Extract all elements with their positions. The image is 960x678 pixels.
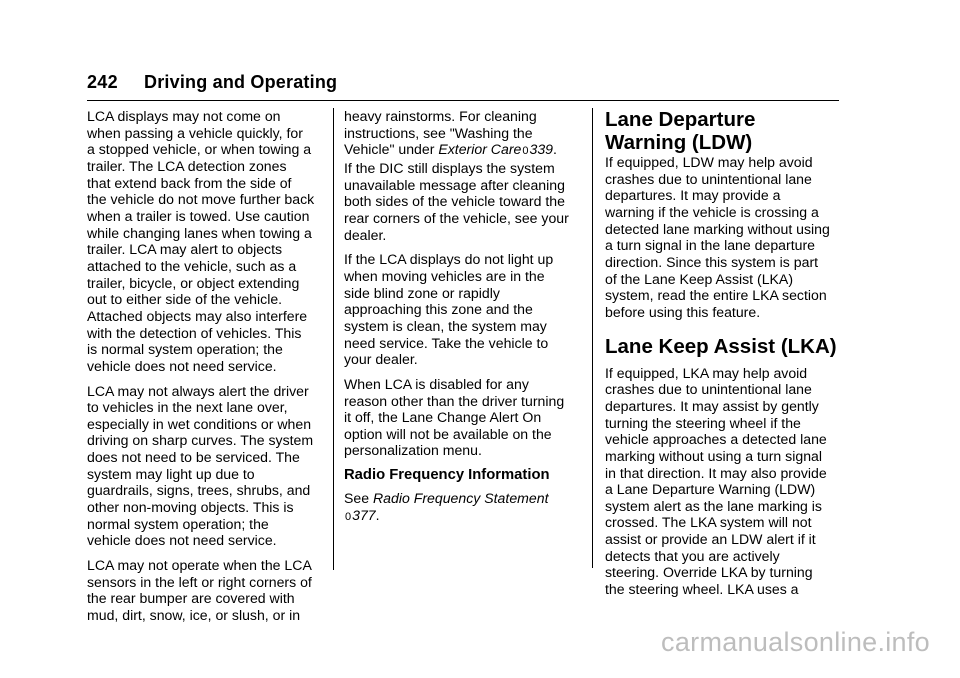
text-line: steering. Override LKA by turning bbox=[605, 564, 813, 581]
paragraph-cleaning bbox=[344, 108, 579, 243]
text-line: dealer. bbox=[344, 226, 387, 243]
text-line: heavy rainstorms. For cleaning bbox=[344, 108, 537, 124]
text-line bbox=[344, 507, 579, 526]
text-line: that extend back from the side of bbox=[87, 174, 292, 191]
text-line: trailer. The LCA detection zones bbox=[87, 157, 287, 174]
text-line: approaching this zone and the bbox=[344, 301, 533, 318]
text-line: the rear bumper are covered with bbox=[87, 590, 295, 607]
text-line: vehicle does not need service. bbox=[87, 357, 277, 374]
text-line: system may light up due to bbox=[87, 465, 255, 482]
text-line: other non-moving objects. This is bbox=[87, 499, 294, 516]
text-line: vehicle does not need service. bbox=[87, 532, 277, 549]
text-line: warning if the vehicle is crossing a bbox=[605, 203, 819, 220]
page-number: 242 bbox=[87, 72, 118, 92]
text-line: a stopped vehicle, or when towing a bbox=[87, 141, 312, 158]
text-line: a turn signal in the lane departure bbox=[605, 237, 815, 254]
text-fragment: See bbox=[344, 490, 373, 507]
paragraph-lca-displays bbox=[87, 108, 322, 375]
text-line: mud, dirt, snow, ice, or slush, or in bbox=[87, 607, 301, 624]
text-line: especially in wet conditions or when bbox=[87, 415, 312, 432]
text-line: attached to the vehicle, such as a bbox=[87, 257, 297, 274]
column-right bbox=[605, 108, 839, 606]
text-line: your dealer. bbox=[344, 351, 418, 368]
text-fragment: . bbox=[553, 141, 557, 158]
text-line bbox=[344, 490, 579, 507]
text-line: it off, the Lane Change Alert On bbox=[344, 409, 542, 426]
exterior-care-link[interactable]: Exterior Care bbox=[438, 141, 522, 158]
heading-radio-frequency: Radio Frequency Information bbox=[344, 467, 550, 484]
text-line: Attached objects may also interfere bbox=[87, 307, 308, 324]
text-line: does not need to be serviced. The bbox=[87, 449, 300, 466]
text-line: before using this feature. bbox=[605, 303, 761, 320]
text-line: personalization menu. bbox=[344, 442, 482, 459]
watermark: carmanualsonline.info bbox=[661, 627, 930, 657]
text-line: departures. It may assist by gently bbox=[605, 397, 819, 414]
text-fragment: . bbox=[375, 506, 380, 523]
text-line: detected lane marking without using bbox=[605, 220, 830, 237]
heading-line: Warning (LDW) bbox=[605, 131, 753, 154]
text-line: a Lane Departure Warning (LDW) bbox=[605, 481, 816, 498]
text-line: vehicle approaches a detected lane bbox=[605, 431, 827, 448]
paragraph-lca-no-light bbox=[344, 251, 579, 368]
text-line: with the detection of vehicles. This bbox=[87, 324, 302, 341]
text-line: If equipped, LKA may help avoid bbox=[605, 364, 808, 381]
radio-frequency-link[interactable]: Radio Frequency Statement bbox=[373, 490, 549, 507]
exterior-care-page[interactable]: 339 bbox=[529, 141, 553, 158]
column-divider bbox=[592, 108, 593, 568]
page-header bbox=[87, 70, 839, 101]
text-line: when passing a vehicle quickly, for bbox=[87, 124, 303, 141]
section-title: Driving and Operating bbox=[144, 72, 338, 92]
text-line: instructions, see "Washing the bbox=[344, 124, 533, 141]
heading-lane-keep-assist: Lane Keep Assist (LKA) bbox=[605, 334, 837, 358]
column-middle bbox=[344, 108, 579, 533]
text-line: to vehicles in the next lane over, bbox=[87, 399, 288, 416]
radio-frequency-page[interactable]: 377 bbox=[352, 506, 376, 523]
text-line: need service. Take the vehicle to bbox=[344, 334, 549, 351]
text-line: when a trailer is towed. Use caution bbox=[87, 207, 310, 224]
text-line: crashes due to unintentional lane bbox=[605, 381, 812, 398]
paragraph-lca-disabled bbox=[344, 376, 579, 459]
column-divider bbox=[333, 108, 334, 570]
text-line: system is clean, the system may bbox=[344, 317, 547, 334]
column-left bbox=[87, 108, 322, 632]
text-line: turning the steering wheel if the bbox=[605, 414, 801, 431]
text-line: the vehicle do not move further back bbox=[87, 191, 315, 208]
paragraph-lca-next-lane bbox=[87, 383, 322, 550]
text-line: is normal system operation; the bbox=[87, 341, 283, 358]
text-line: system, read the entire LKA section bbox=[605, 287, 827, 304]
text-line: LCA may not operate when the LCA bbox=[87, 557, 312, 574]
text-line: guardrails, signs, trees, shrubs, and bbox=[87, 482, 311, 499]
text-line: driving on sharp curves. The system bbox=[87, 432, 314, 449]
paragraph-lka bbox=[605, 365, 839, 598]
text-line: detects that you are actively bbox=[605, 547, 780, 564]
text-line bbox=[344, 141, 579, 160]
text-line: If equipped, LDW may help avoid bbox=[605, 154, 813, 170]
text-line: rear corners of the vehicle, see your bbox=[344, 209, 569, 226]
text-line: If the LCA displays do not light up bbox=[344, 251, 554, 268]
text-line: When LCA is disabled for any bbox=[344, 375, 529, 392]
page-reference-icon: 0 bbox=[522, 145, 529, 158]
text-line: out to either side of the vehicle. bbox=[87, 291, 283, 308]
page-reference-icon: 0 bbox=[345, 510, 352, 523]
text-line: sensors in the left or right corners of bbox=[87, 573, 312, 590]
text-line: marking without using a turn signal bbox=[605, 447, 823, 464]
text-line: option will not be available on the bbox=[344, 425, 552, 442]
heading-line: Lane Departure bbox=[605, 108, 756, 131]
text-line: trailer, bicycle, or object extending bbox=[87, 274, 300, 291]
text-line: direction. Since this system is part bbox=[605, 253, 819, 270]
text-line: both sides of the vehicle toward the bbox=[344, 193, 565, 210]
text-line: LCA may not always alert the driver bbox=[87, 382, 309, 399]
paragraph-lca-sensors bbox=[87, 557, 322, 624]
text-fragment: Vehicle" under bbox=[344, 141, 439, 158]
text-line: normal system operation; the bbox=[87, 515, 269, 532]
text-line: LCA displays may not come on bbox=[87, 108, 281, 124]
paragraph-ldw bbox=[605, 154, 839, 321]
text-line: system alert as the lane marking is bbox=[605, 497, 822, 514]
paragraph-radio-frequency bbox=[344, 490, 579, 525]
text-line: side blind zone or rapidly bbox=[344, 284, 500, 301]
heading-lane-departure-warning bbox=[605, 108, 839, 154]
text-line: of the Lane Keep Assist (LKA) bbox=[605, 270, 794, 287]
text-line: crashes due to unintentional lane bbox=[605, 170, 812, 187]
text-line: crossed. The LKA system will not bbox=[605, 514, 812, 531]
text-line: in that direction. It may also provide bbox=[605, 464, 827, 481]
text-line: trailer. LCA may alert to objects bbox=[87, 241, 283, 258]
text-line: unavailable message after cleaning bbox=[344, 176, 565, 193]
text-line: reason other than the driver turning bbox=[344, 392, 565, 409]
text-line: the steering wheel. LKA uses a bbox=[605, 581, 799, 598]
text-line: If the DIC still displays the system bbox=[344, 159, 555, 176]
text-line: departures. It may provide a bbox=[605, 187, 781, 204]
text-line: assist or provide an LDW alert if it bbox=[605, 531, 816, 548]
text-line: when moving vehicles are in the bbox=[344, 267, 545, 284]
text-line: while changing lanes when towing a bbox=[87, 224, 312, 241]
